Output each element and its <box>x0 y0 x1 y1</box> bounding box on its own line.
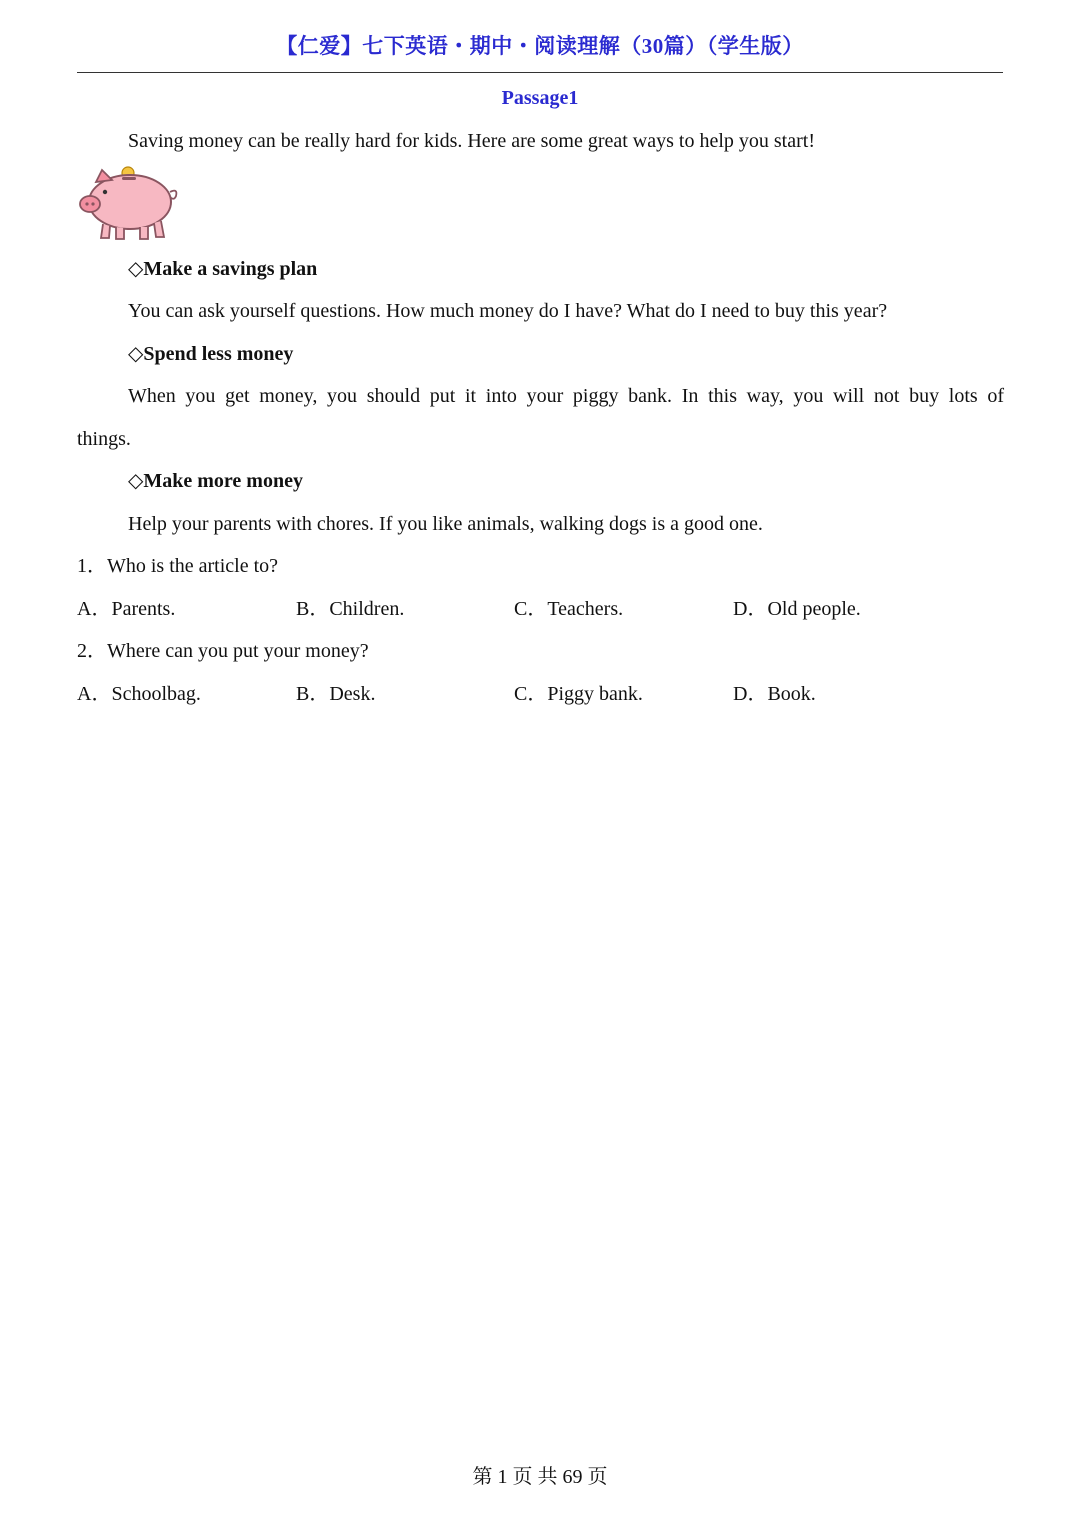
section-heading-make-more: ◇Make more money <box>128 470 303 492</box>
document-header: 【仁爱】七下英语・期中・阅读理解（30篇）（学生版） <box>276 34 804 58</box>
question-2-option-b: B．Desk. <box>296 683 376 705</box>
section-body-spend-less-line2: things. <box>77 428 131 450</box>
section-body-savings-plan: You can ask yourself questions. How much money do I have? What do I need to buy this year? <box>128 300 888 322</box>
question-1-option-a: A．Parents. <box>77 598 176 620</box>
section-body-make-more: Help your parents with chores. If you like animals, walking dogs is a good one. <box>128 513 763 535</box>
section-heading-spend-less: ◇Spend less money <box>128 343 294 365</box>
question-1-option-c: C．Teachers. <box>514 598 624 620</box>
question-1-stem: 1．Who is the article to? <box>77 555 279 577</box>
question-2-stem: 2．Where can you put your money? <box>77 640 369 662</box>
passage-title: Passage1 <box>501 87 579 109</box>
section-heading-savings-plan: ◇Make a savings plan <box>128 258 318 280</box>
piggy-bank-illustration <box>78 164 180 244</box>
page-number-footer <box>0 1460 1080 1489</box>
section-body-spend-less-line1: When you get money, you should put it into your piggy bank. In this way, you will not buy lots of <box>128 385 1004 407</box>
page-number-text: 第 1 页 共 69 页 <box>472 1466 608 1488</box>
question-1-option-d: D．Old people. <box>733 598 861 620</box>
question-1-option-b: B．Children. <box>296 598 405 620</box>
passage-intro: Saving money can be really hard for kids. Here are some great ways to help you start! <box>128 130 815 152</box>
header-divider <box>77 72 1003 73</box>
question-2-option-d: D．Book. <box>733 683 816 705</box>
question-2-option-a: A．Schoolbag. <box>77 683 201 705</box>
question-2-option-c: C．Piggy bank. <box>514 683 643 705</box>
